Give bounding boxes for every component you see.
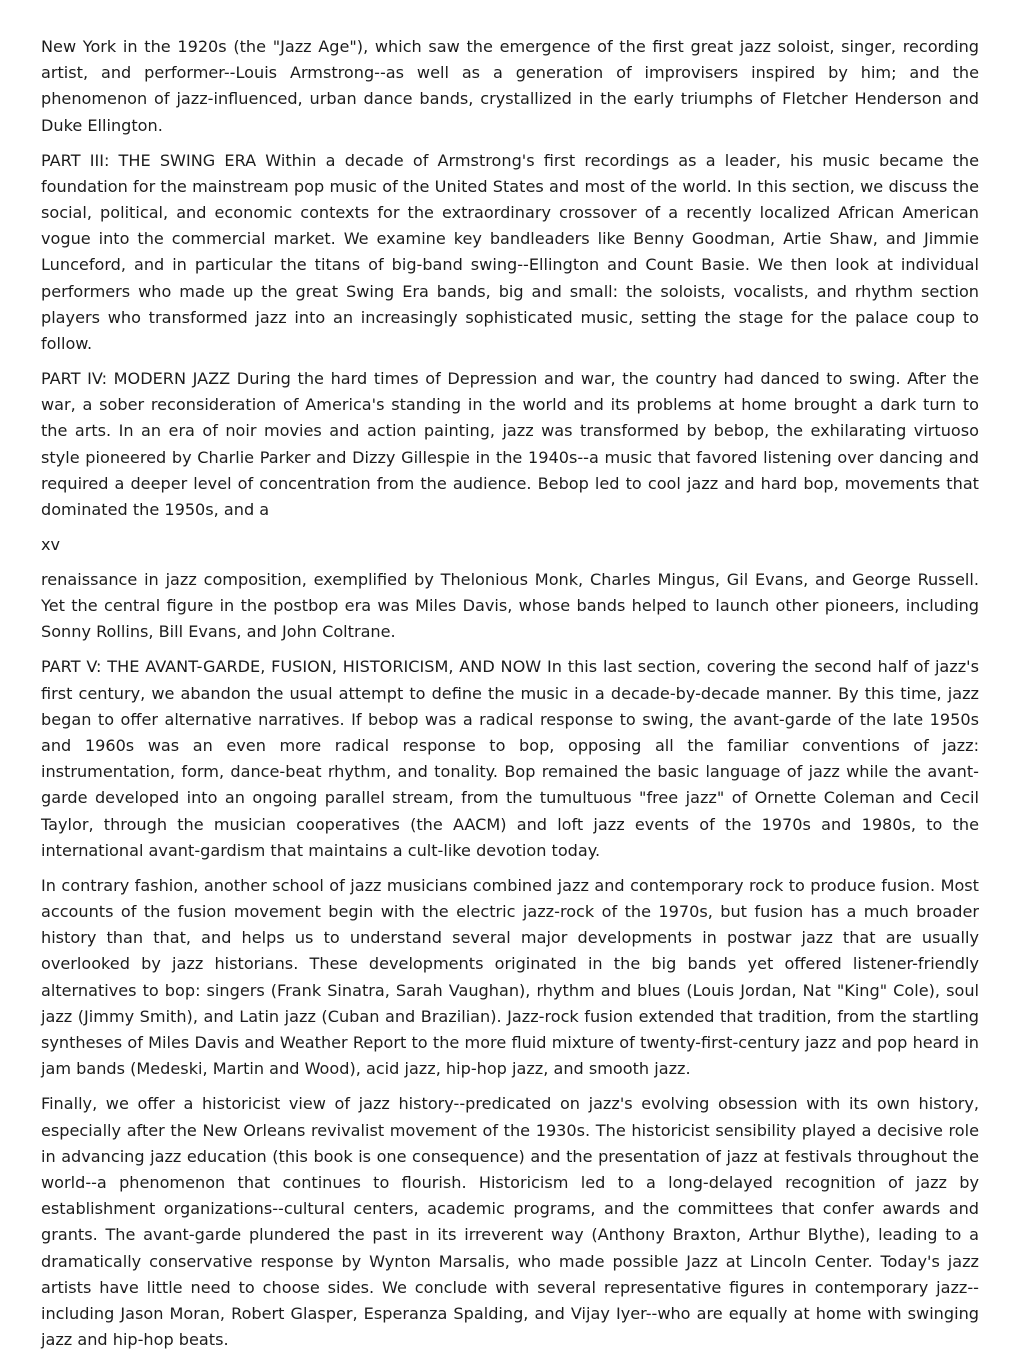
paragraph-part-iv-modern-jazz: PART IV: MODERN JAZZ During the hard times of Depression and war, the country had danced to swing. After the war, a sober reconsideration of America's standing in the world and its problems at home brought a dark turn to the arts. In an era of noir movies and action painting, jazz was transformed by bebop, the exhilarating virtuoso style pioneered by Charlie Parker and Dizzy Gillespie in the 1940s--a music that favored listening over dancing and required a deeper level of concentration from the audience. Bebop led to cool jazz and hard bop, movements that dominated the 1950s, and a [41, 369, 979, 520]
page-number: xv [41, 535, 61, 555]
paragraph-fusion: In contrary fashion, another school of jazz musicians combined jazz and contemporary rock to produce fusion. Most accounts of the fusion movement begin with the electric jazz-rock of the 1970s, but fusion has a much broader history than that, and helps us to understand several major developments in postwar jazz that are usually overlooked by jazz historians. These developments originated in the big bands yet offered listener-friendly alternatives to bop: singers (Frank Sinatra, Sarah Vaughan), rhythm and blues (Louis Jordan, Nat "King" Cole), soul jazz (Jimmy Smith), and Latin jazz (Cuban and Brazilian). Jazz-rock fusion extended that tradition, from the startling syntheses of Miles Davis and Weather Report to the more fluid mixture of twenty-first-century jazz and pop heard in jam bands (Medeski, Martin and Wood), acid jazz, hip-hop jazz, and smooth jazz. [41, 875, 979, 1079]
paragraph-renaissance-composition: renaissance in jazz composition, exemplified by Thelonious Monk, Charles Mingus, Gil Evans, and George Russell. Yet the central figure in the postbop era was Miles Davis, whose bands helped to launch other pioneers, including Sonny Rollins, Bill Evans, and John Coltrane. [41, 570, 979, 642]
paragraph-part-iii-swing-era: PART III: THE SWING ERA Within a decade of Armstrong's first recordings as a leader, his music became the foundation for the mainstream pop music of the United States and most of the world. In this section, we discuss the social, political, and economic contexts for the extraordinary crossover of a recently localized African American vogue into the commercial market. We examine key bandleaders like Benny Goodman, Artie Shaw, and Jimmie Lunceford, and in particular the titans of big-band swing--Ellington and Count Basie. We then look at individual performers who made up the great Swing Era bands, big and small: the soloists, vocalists, and rhythm section players who transformed jazz into an increasingly sophisticated music, setting the stage for the palace coup to follow. [41, 150, 979, 354]
paragraph-historicism: Finally, we offer a historicist view of jazz history--predicated on jazz's evolving obsession with its own history, especially after the New Orleans revivalist movement of the 1930s. The historicist sensibility played a decisive role in advancing jazz education (this book is one consequence) and the presentation of jazz at festivals throughout the world--a phenomenon that continues to flourish. Historicism led to a long-delayed recognition of jazz by establishment organizations--cultural centers, academic programs, and the committees that confer awards and grants. The avant-garde plundered the past in its irreverent way (Anthony Braxton, Arthur Blythe), leading to a dramatically conservative response by Wynton Marsalis, who made possible Jazz at Lincoln Center. Today's jazz artists have little need to choose sides. We conclude with several representative figures in contemporary jazz--including Jason Moran, Robert Glasper, Esperanza Spalding, and Vijay Iyer--who are equally at home with swinging jazz and hip-hop beats. [41, 1094, 979, 1350]
paragraph-jazz-age-intro: New York in the 1920s (the "Jazz Age"), which saw the emergence of the first great jazz soloist, singer, recording artist, and performer--Louis Armstrong--as well as a generation of improvisers inspired by him; and the phenomenon of jazz-influenced, urban dance bands, crystallized in the early triumphs of Fletcher Henderson and Duke Ellington. [41, 37, 979, 135]
document-page [41, 34, 979, 1362]
paragraph-part-v-avant-garde: PART V: THE AVANT-GARDE, FUSION, HISTORICISM, AND NOW In this last section, covering the second half of jazz's first century, we abandon the usual attempt to define the music in a decade-by-decade manner. By this time, jazz began to offer alternative narratives. If bebop was a radical response to swing, the avant-garde of the late 1950s and 1960s was an even more radical response to bop, opposing all the familiar conventions of jazz: instrumentation, form, dance-beat rhythm, and tonality. Bop remained the basic language of jazz while the avant-garde developed into an ongoing parallel stream, from the tumultuous "free jazz" of Ornette Coleman and Cecil Taylor, through the musician cooperatives (the AACM) and loft jazz events of the 1970s and 1980s, to the international avant-gardism that maintains a cult-like devotion today. [41, 657, 979, 860]
